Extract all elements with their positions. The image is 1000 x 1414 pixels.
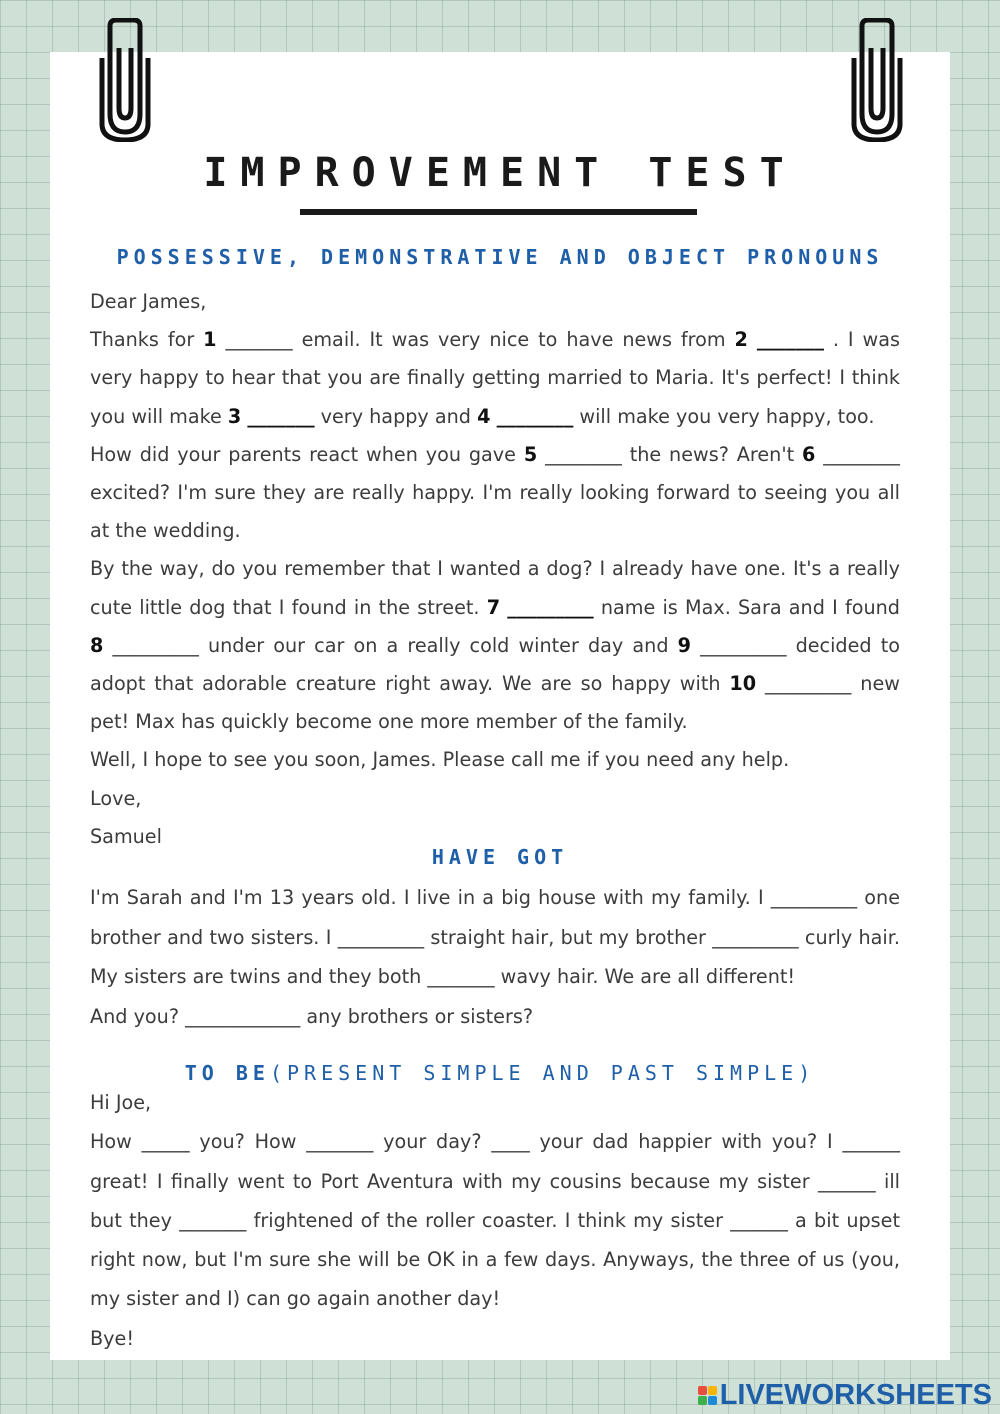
blank-hg-1[interactable]: _________	[770, 886, 858, 909]
blank-tb-7[interactable]: ______	[730, 1208, 788, 1232]
blank-1[interactable]: _______	[225, 328, 293, 352]
paragraph: How _____ you? How _______ your day? ____ your dad happier with you? I ______ great! I finally went to Port Aventura with my cousins because my sister ______ ill but they _______ frightened of the roller coaster. I think my sister ______ a bit upset right now, but I'm sure she will be OK in a few days. Anyways, the three of us (you, my sister and I) can go again another day!	[90, 1130, 901, 1311]
salutation: Dear James,	[90, 290, 207, 313]
logo-blocks-icon	[698, 1386, 717, 1405]
letter-pronouns	[90, 283, 900, 856]
blank-hg-4[interactable]: _______	[427, 965, 495, 988]
paragraph: By the way, do you remember that I wanted a dog? I already have one. It's a really cute little dog that I found in the street. 7 _________ name is Max. Sara and I found 8 _________ under our car on a really cold winter day and 9 _________ decided to adopt that adorable creature right away. We are so happy with 10 _________ new pet! Max has quickly become one more member of the family.	[90, 557, 900, 734]
closing: Bye!	[90, 1326, 135, 1350]
salutation: Hi Joe,	[90, 1091, 152, 1114]
section-heading-have-got: HAVE GOT	[431, 845, 569, 869]
blank-8[interactable]: _________	[112, 633, 199, 657]
section-heading-pronouns: POSSESSIVE, DEMONSTRATIVE AND OBJECT PRONOUNS	[116, 245, 884, 269]
blank-tb-3[interactable]: ____	[491, 1130, 530, 1154]
blank-9[interactable]: _________	[700, 633, 787, 657]
letter-to-be	[90, 1083, 900, 1358]
paragraph: How did your parents react when you gave 5 ________ the news? Aren't 6 ________ excited? I'm sure they are really happy. I'm really looking forward to seeing you all at the wedding.	[90, 442, 900, 543]
blank-2[interactable]: _______	[756, 328, 824, 352]
blank-tb-6[interactable]: _______	[179, 1208, 247, 1232]
liveworksheets-logo: LIVEWORKSHEETS	[698, 1378, 992, 1412]
blank-tb-2[interactable]: _______	[306, 1130, 374, 1154]
section-heading-to-be: TO BE(PRESENT SIMPLE AND PAST SIMPLE)	[184, 1061, 816, 1085]
paragraph: Well, I hope to see you soon, James. Please call me if you need any help.	[90, 748, 790, 772]
blank-7[interactable]: _________	[507, 595, 594, 619]
page-title: IMPROVEMENT TEST	[203, 150, 797, 196]
closing: Love,	[90, 786, 142, 810]
paperclip-icon	[846, 18, 908, 142]
paragraph-have-got: I'm Sarah and I'm 13 years old. I live in a big house with my family. I _________ one brother and two sisters. I _________ straight hair, but my brother _________ curly hair. My sisters are twins and they both _______ wavy hair. We are all different! And you? ____________ any brothers or sisters?	[90, 886, 900, 1028]
blank-3[interactable]: _______	[247, 404, 315, 428]
blank-4[interactable]: ________	[496, 404, 574, 428]
blank-hg-2[interactable]: _________	[337, 925, 425, 949]
blank-5[interactable]: ________	[545, 442, 622, 466]
blank-10[interactable]: _________	[765, 672, 852, 696]
blank-tb-4[interactable]: ______	[842, 1130, 900, 1154]
blank-hg-3[interactable]: _________	[712, 925, 799, 949]
paragraph: Thanks for 1 _______ email. It was very nice to have news from 2 _______ . I was very happy to hear that you are finally getting married to Maria. It's perfect! I think you will make 3 _______ very happy and 4 ________ will make you very happy, too.	[90, 328, 900, 428]
blank-tb-1[interactable]: _____	[141, 1130, 190, 1154]
blank-hg-5[interactable]: ____________	[185, 1004, 301, 1028]
blank-tb-5[interactable]: ______	[818, 1169, 876, 1193]
blank-6[interactable]: ________	[823, 442, 900, 466]
signature: Samuel	[90, 824, 162, 848]
title-underline	[300, 209, 697, 215]
paperclip-icon	[94, 18, 156, 142]
